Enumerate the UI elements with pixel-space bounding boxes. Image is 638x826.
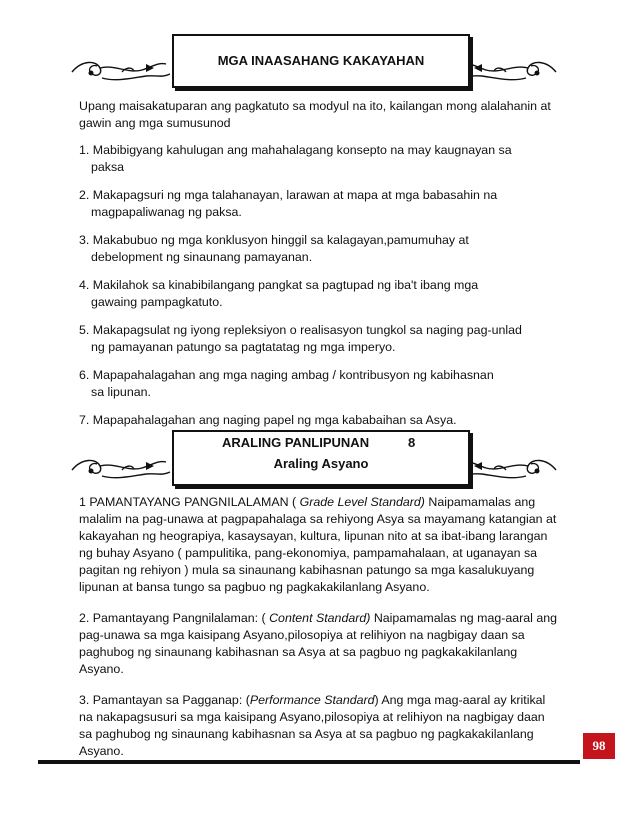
grade-level: 8 bbox=[408, 435, 416, 450]
list-item-line: debelopment ng sinaunang pamayanan. bbox=[91, 250, 313, 264]
list-item bbox=[79, 322, 569, 356]
subject-title: ARALING PANLIPUNAN bbox=[222, 435, 370, 450]
list-item bbox=[79, 142, 569, 176]
standard-term: Content Standard) bbox=[269, 611, 371, 625]
list-item-line: 4. Makilahok sa kinabibilangang pangkat sa pagtupad ng iba't ibang mga bbox=[79, 278, 479, 292]
list-item-line: gawaing pampagkatuto. bbox=[91, 295, 223, 309]
standard-paragraph bbox=[79, 494, 561, 596]
list-item-line: magpapaliwanag ng paksa. bbox=[91, 205, 242, 219]
list-item bbox=[79, 232, 569, 266]
list-item-line: paksa bbox=[91, 160, 125, 174]
footer-divider bbox=[38, 760, 580, 764]
standard-body: Naipamamalas ang malalim na pag-unawa at pagpapahalaga sa rehiyong Asya sa mayamang katangian at kakayahan ng heograpiya, kasaysayan, kultura, lipunan nito at sa ibat-ibang larangan ng buhay Asyano ( pampulitika, pang-ekonomiya, pampamahalaan, at uganayan sa pagitan ng rehiyon ) mula sa sinaunang kabihasnan patungo sa mga kasalukuyang lipunan at bansa tungo sa pagbuo ng pagkakakilanlang Asyano. bbox=[79, 495, 557, 594]
standard-paragraph bbox=[79, 610, 561, 678]
list-item-line: 6. Mapapahalagahan ang mga naging ambag / kontribusyon ng kabihasnan bbox=[79, 368, 494, 382]
list-item bbox=[79, 412, 569, 429]
standard-body: Naipamamalas ng mag-aaral ang pag-unawa sa mga kaisipang Asyano,pilosopiya at relihiyon na nagbigay daan sa paghubog ng sinaunang kabihasnan sa Asya at sa pagbuo ng pagkakakilanlang Asyano. bbox=[79, 611, 558, 676]
intro-paragraph bbox=[79, 98, 569, 132]
intro-text: Upang maisakatuparan ang pagkatuto sa modyul na ito, kailangan mong alalahanin at gawin ang mga sumusunod bbox=[79, 99, 551, 130]
standard-prefix: 2. Pamantayang Pangnilalaman: ( bbox=[79, 611, 270, 625]
list-item-line: 1. Mabibigyang kahulugan ang mahahalagang konsepto na may kaugnayan sa bbox=[79, 143, 512, 157]
standard-body: ) Ang mga mag-aaral ay kritikal na nakapagsusuri sa mga kaisipang Asyano,pilosopiya at relihiyon na nagbigay daan sa paghubog ng sinaunang kabihasnan sa Asya at sa pagbuo ng pagkakakilanlang Asyano. bbox=[79, 693, 546, 758]
standards-section bbox=[79, 494, 561, 774]
list-item bbox=[79, 367, 569, 401]
list-item-line: ng pamayanan patungo sa pagtatatag ng mga imperyo. bbox=[91, 340, 396, 354]
standard-term: Grade Level Standard) bbox=[299, 495, 425, 509]
banner-subtitle: Araling Asyano bbox=[273, 456, 369, 471]
standard-term: Performance Standard bbox=[249, 693, 375, 707]
list-item-line: 3. Makabubuo ng mga konklusyon hinggil sa kalagayan,pamumuhay at bbox=[79, 233, 469, 247]
list-item bbox=[79, 277, 569, 311]
list-item-line: sa lipunan. bbox=[91, 385, 151, 399]
section-banner-competencies bbox=[62, 34, 566, 92]
page-number-badge: 98 bbox=[583, 733, 615, 759]
section-banner-subject bbox=[62, 430, 566, 488]
list-item bbox=[79, 187, 569, 221]
list-item-line: 2. Makapagsuri ng mga talahanayan, larawan at mapa at mga babasahin na bbox=[79, 188, 498, 202]
standard-prefix: 3. Pamantayan sa Pagganap: ( bbox=[79, 693, 250, 707]
banner-box bbox=[172, 430, 470, 486]
list-item-line: 7. Mapapahalagahan ang naging papel ng mga kababaihan sa Asya. bbox=[79, 413, 457, 427]
standard-paragraph bbox=[79, 692, 561, 760]
competency-list bbox=[79, 142, 569, 440]
list-item-line: 5. Makapagsulat ng iyong repleksiyon o realisasyon tungkol sa naging pag-unlad bbox=[79, 323, 522, 337]
banner-title: MGA INAASAHANG KAKAYAHAN bbox=[172, 34, 470, 88]
standard-prefix: 1 PAMANTAYANG PANGNILALAMAN ( bbox=[79, 495, 300, 509]
